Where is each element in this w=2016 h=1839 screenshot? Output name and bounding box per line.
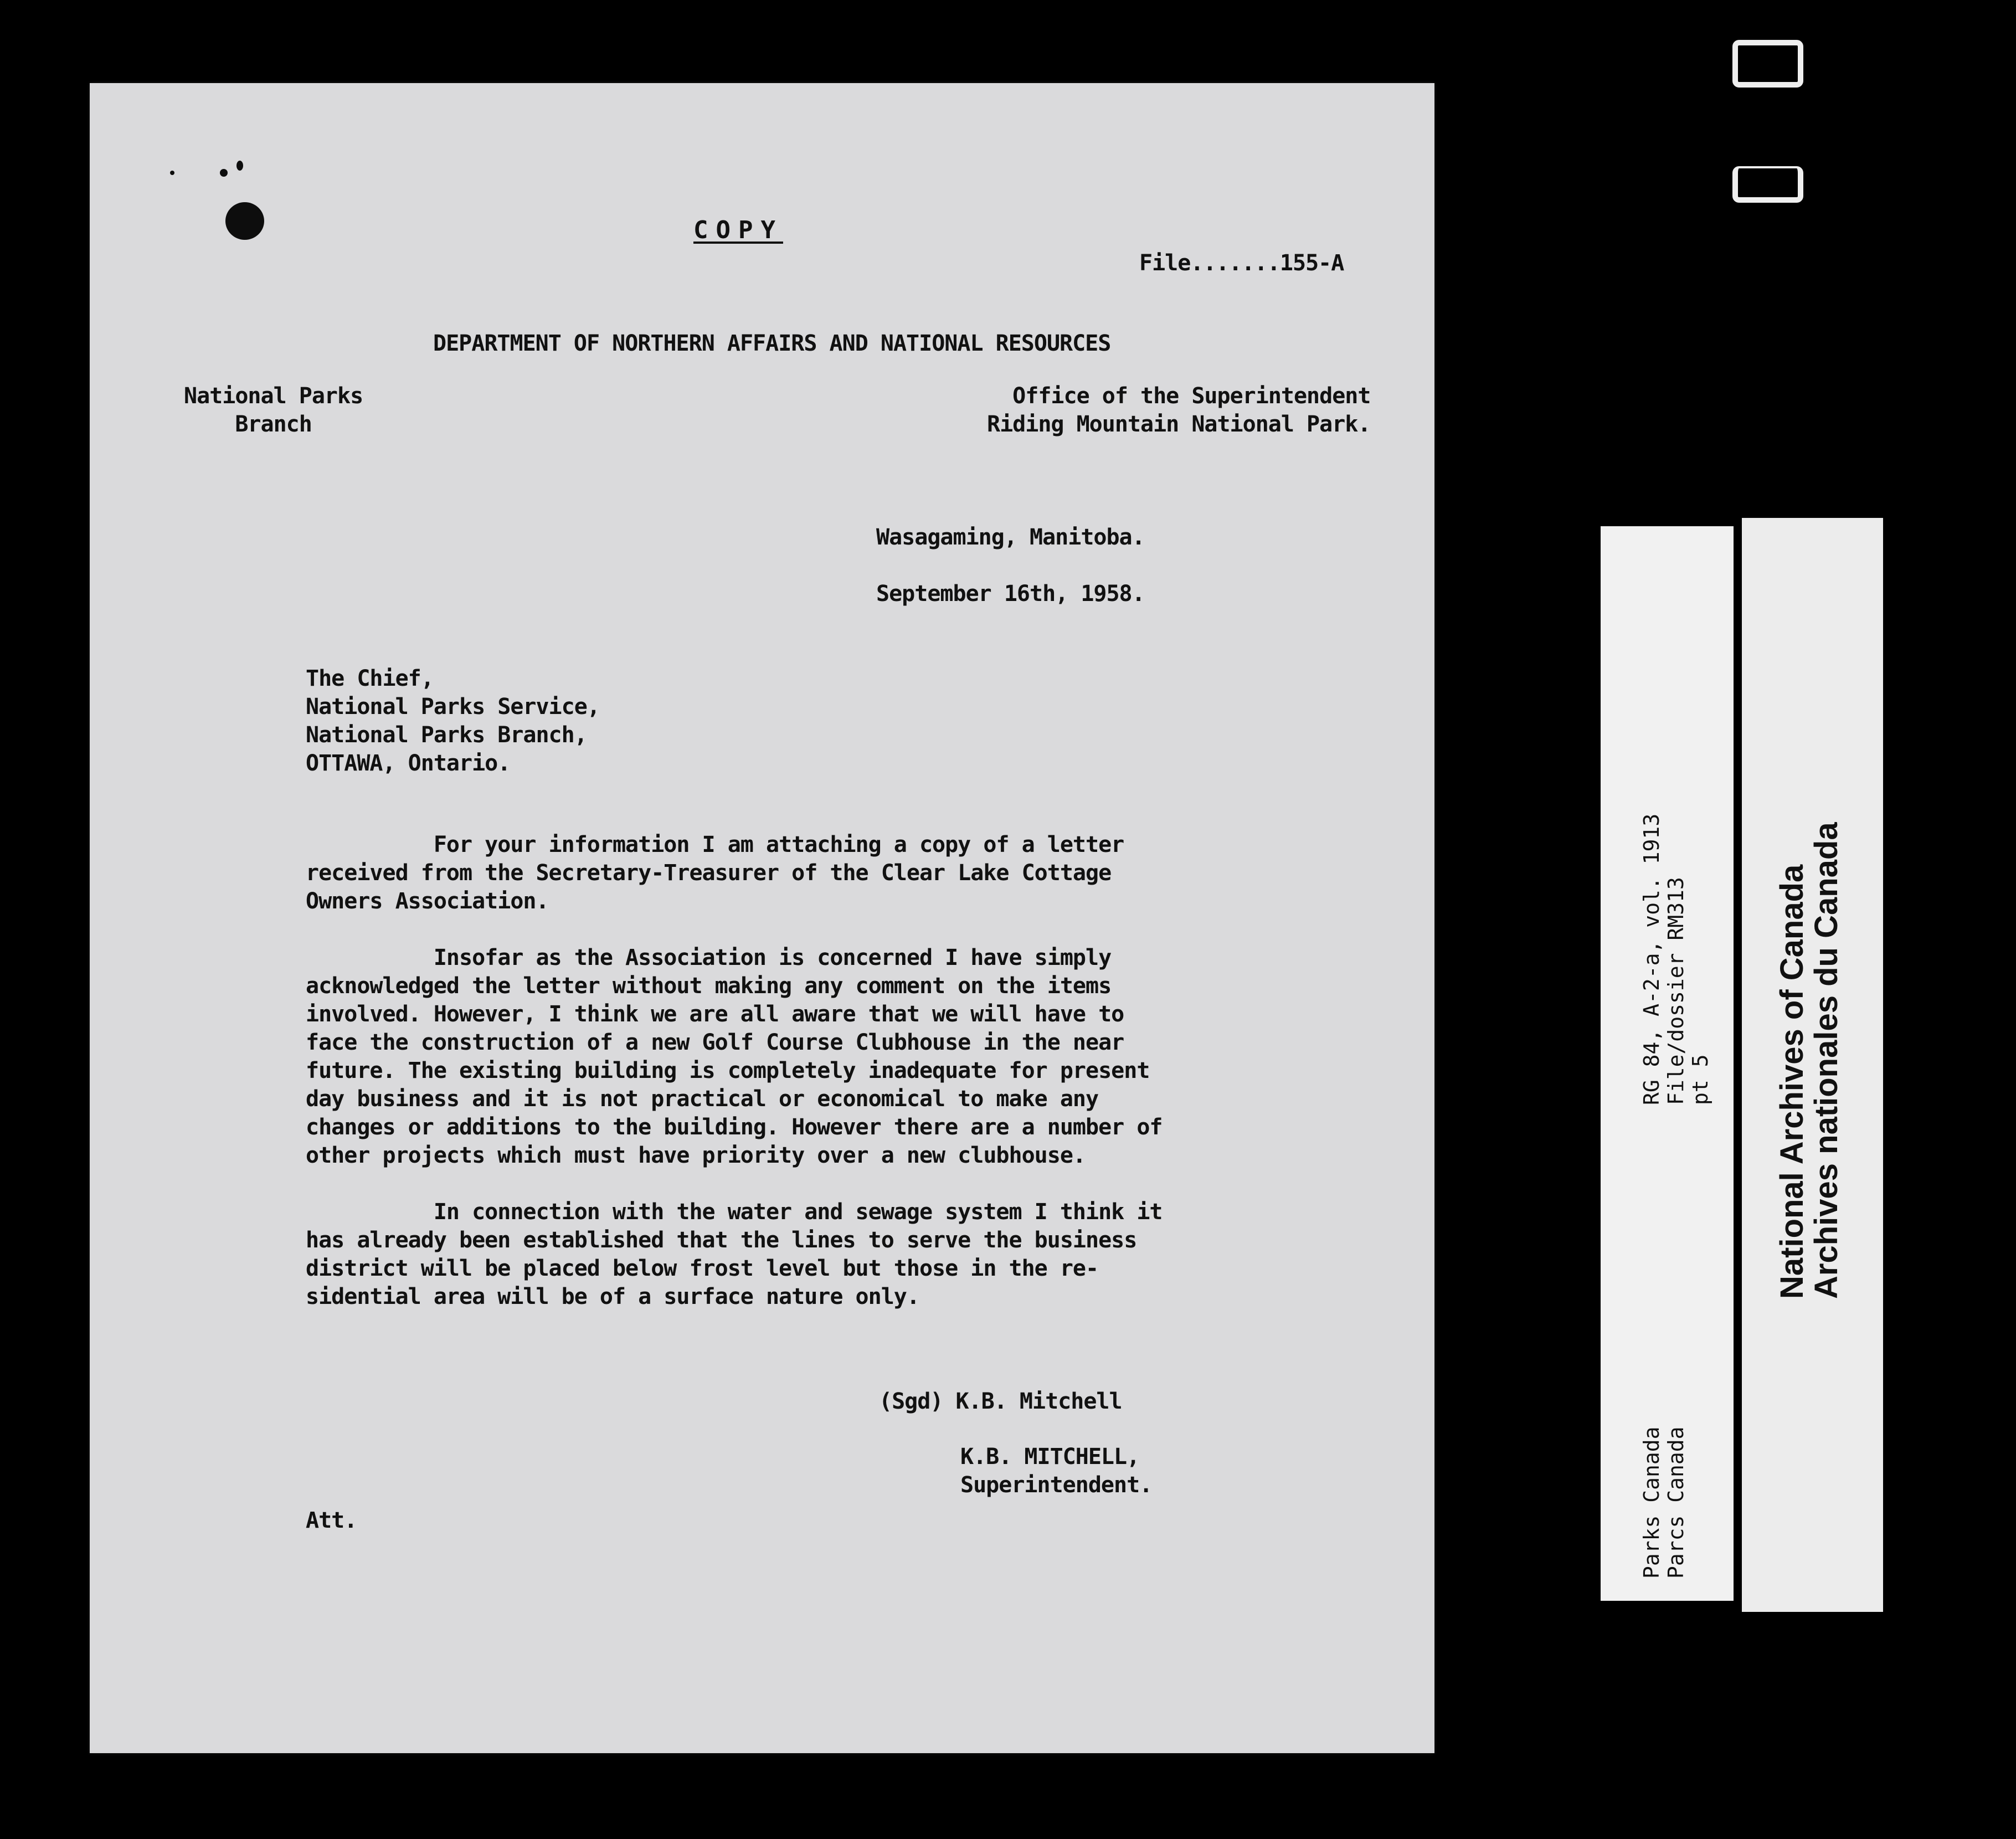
branch-heading: National Parks Branch [184,383,363,437]
letter-location: Wasagaming, Manitoba. [876,525,1145,550]
film-marker-bottom [1732,166,1803,203]
ink-speck [220,169,228,177]
signature-block: K.B. MITCHELL, Superintendent. [960,1444,1153,1498]
department-heading: DEPARTMENT OF NORTHERN AFFAIRS AND NATIONAL RESOURCES [433,331,1111,356]
addressee-block: The Chief, National Parks Service, National Parks Branch, OTTAWA, Ontario. [306,666,600,776]
ink-blot [225,202,264,240]
signed-line: (Sgd) K.B. Mitchell [879,1389,1122,1414]
national-archives-text: National Archives of Canada Archives nationales du Canada [1774,822,1844,1299]
national-archives-label [1742,518,1883,1612]
archive-reference-label [1601,526,1734,1601]
ink-speck [236,161,243,171]
office-heading: Office of the Superintendent Riding Mountain National Park. [987,383,1371,437]
film-marker-top [1732,40,1803,88]
file-reference: File.......155-A [1139,250,1344,276]
archive-reference-text: RG 84, A-2-a, vol. 1913 File/dossier RM313 pt 5 [1639,813,1712,1105]
ink-speck [170,171,174,175]
letter-body: For your information I am attaching a copy of a letter received from the Secretary-Treasurer of the Clear Lake Cottage Owners Association. Insofar as the Association is concerned I have simply acknowledged the letter without making any comment on the items involved. However, I think we are all aware that we will have to face the construction of a new Golf Course Clubhouse in the near future. The existing building is completely inadequate for present day business and it is not practical or economical to make any changes or additions to the building. However there are a number of other projects which must have priority over a new clubhouse. In connection with the water and sewage system I think it has already been established that the lines to serve the business district will be placed below frost level but those in the re- sidential area will be of a surface nature only. [306,832,1163,1309]
attachment-note: Att. [306,1508,357,1533]
letter-page [90,83,1434,1753]
agency-text: Parks Canada Parcs Canada [1639,1426,1688,1579]
letter-date: September 16th, 1958. [876,581,1145,607]
copy-label: COPY [693,216,783,244]
